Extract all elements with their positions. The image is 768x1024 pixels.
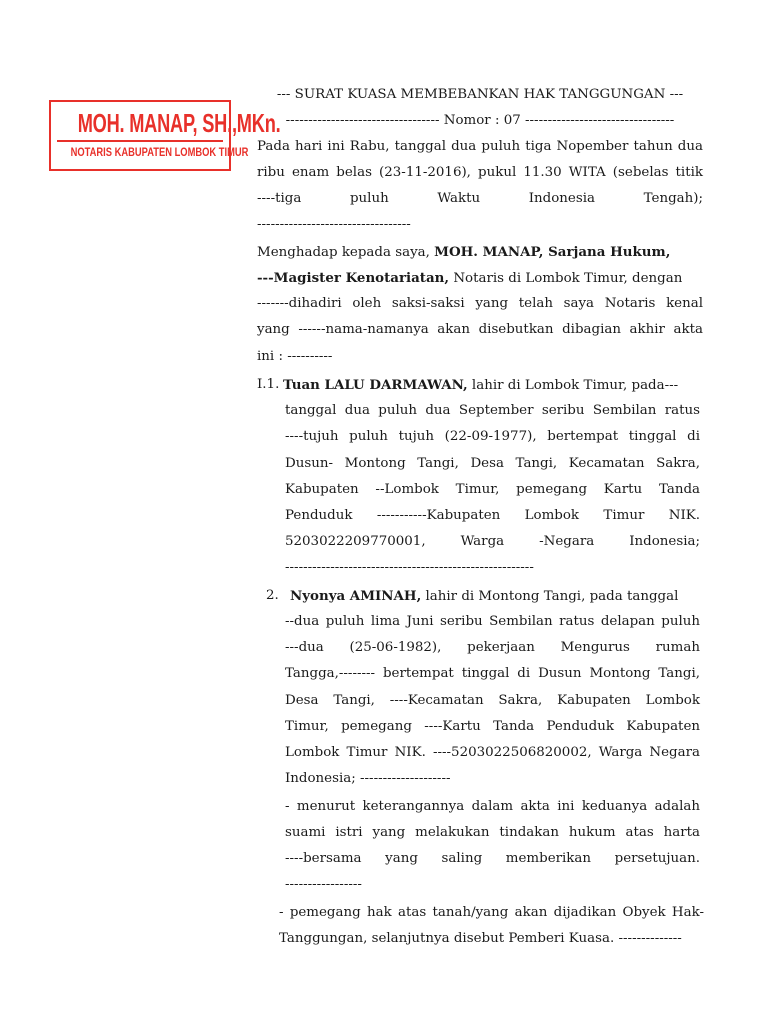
intro-line: ribu enam belas (23-11-2016), pukul 11.30 WITA (sebelas titik [257,165,703,180]
note-line: suami istri yang melakukan tindakan hukum atas harta [285,825,700,840]
person2-first-line [290,587,700,606]
appearance-line: yang ------nama-namanya akan disebutkan dibagian akhir akta [257,322,703,337]
person2-line: Timur, pemegang ----Kartu Tanda Penduduk Kabupaten [285,719,700,734]
person1-line: ----tujuh puluh tujuh (22-09-1977), bertempat tinggal di [285,429,700,444]
person1-line: tanggal dua puluh dua September seribu Sembilan ratus [285,403,700,418]
intro-line: ---------------------------------- [257,217,411,232]
person1-first-line [283,376,703,395]
appearance-line: ini : ---------- [257,349,333,364]
note-line: ----bersama yang saling memberikan persetujuan. [285,851,700,866]
note-line: ----------------- [285,877,362,892]
appearance-prefix: Menghadap kepada saya, [257,245,435,260]
person2-line: --dua puluh lima Juni seribu Sembilan ratus delapan puluh [285,614,700,629]
person1-marker: I.1. [257,377,280,392]
holder-line: - pemegang hak atas tanah/yang akan dijadikan Obyek Hak- [279,905,704,920]
notary-name: MOH. MANAP, SH.,MKn. [77,108,281,138]
person2-line: Tangga,-------- bertempat tinggal di Dusun Montong Tangi, [285,666,700,681]
person2-line: Lombok Timur NIK. ----5203022506820002, Warga Negara [285,745,700,760]
appearance-line [257,243,703,262]
intro-line: ----tiga puluh Waktu Indonesia Tengah); [257,191,703,206]
person2-marker: 2. [266,588,279,603]
document-title: --- SURAT KUASA MEMBEBANKAN HAK TANGGUNGAN --- [276,87,684,102]
person2-line: Indonesia; -------------------- [285,771,451,786]
notary-subtitle: NOTARIS KABUPATEN LOMBOK TIMUR [70,145,249,159]
person2-name: Nyonya AMINAH, [290,588,422,604]
person2-first-rest: lahir di Montong Tangi, pada tanggal [421,589,679,604]
appearance-line: -------dihadiri oleh saksi-saksi yang telah saya Notaris kenal [257,296,703,311]
person1-line: Kabupaten --Lombok Timur, pemegang Kartu Tanda [285,482,700,497]
person1-line: Dusun- Montong Tangi, Desa Tangi, Kecamatan Sakra, [285,456,700,471]
person2-line: ---dua (25-06-1982), pekerjaan Mengurus rumah [285,640,700,655]
notary-full-name: MOH. MANAP, Sarjana Hukum, [434,244,671,260]
person2-line: Desa Tangi, ----Kecamatan Sakra, Kabupaten Lombok [285,693,700,708]
note-line: - menurut keterangannya dalam akta ini keduanya adalah [285,799,700,814]
person1-first-rest: lahir di Lombok Timur, pada--- [467,378,679,393]
intro-line: Pada hari ini Rabu, tanggal dua puluh tiga Nopember tahun dua [257,139,703,154]
notary-degree: ---Magister Kenotariatan, [257,270,450,286]
person1-line: ------------------------------------------------------- [285,560,534,575]
holder-line: Tanggungan, selanjutnya disebut Pemberi Kuasa. -------------- [279,931,682,946]
appearance-line [257,269,703,288]
appearance-rest: Notaris di Lombok Timur, dengan [449,271,683,286]
person1-line: 5203022209770001, Warga -Negara Indonesia; [285,534,700,549]
person1-name: Tuan LALU DARMAWAN, [283,377,468,393]
person1-line: Penduduk -----------Kabupaten Lombok Timur NIK. [285,508,700,523]
document-number: ---------------------------------- Nomor : 07 --------------------------------- [285,113,675,128]
